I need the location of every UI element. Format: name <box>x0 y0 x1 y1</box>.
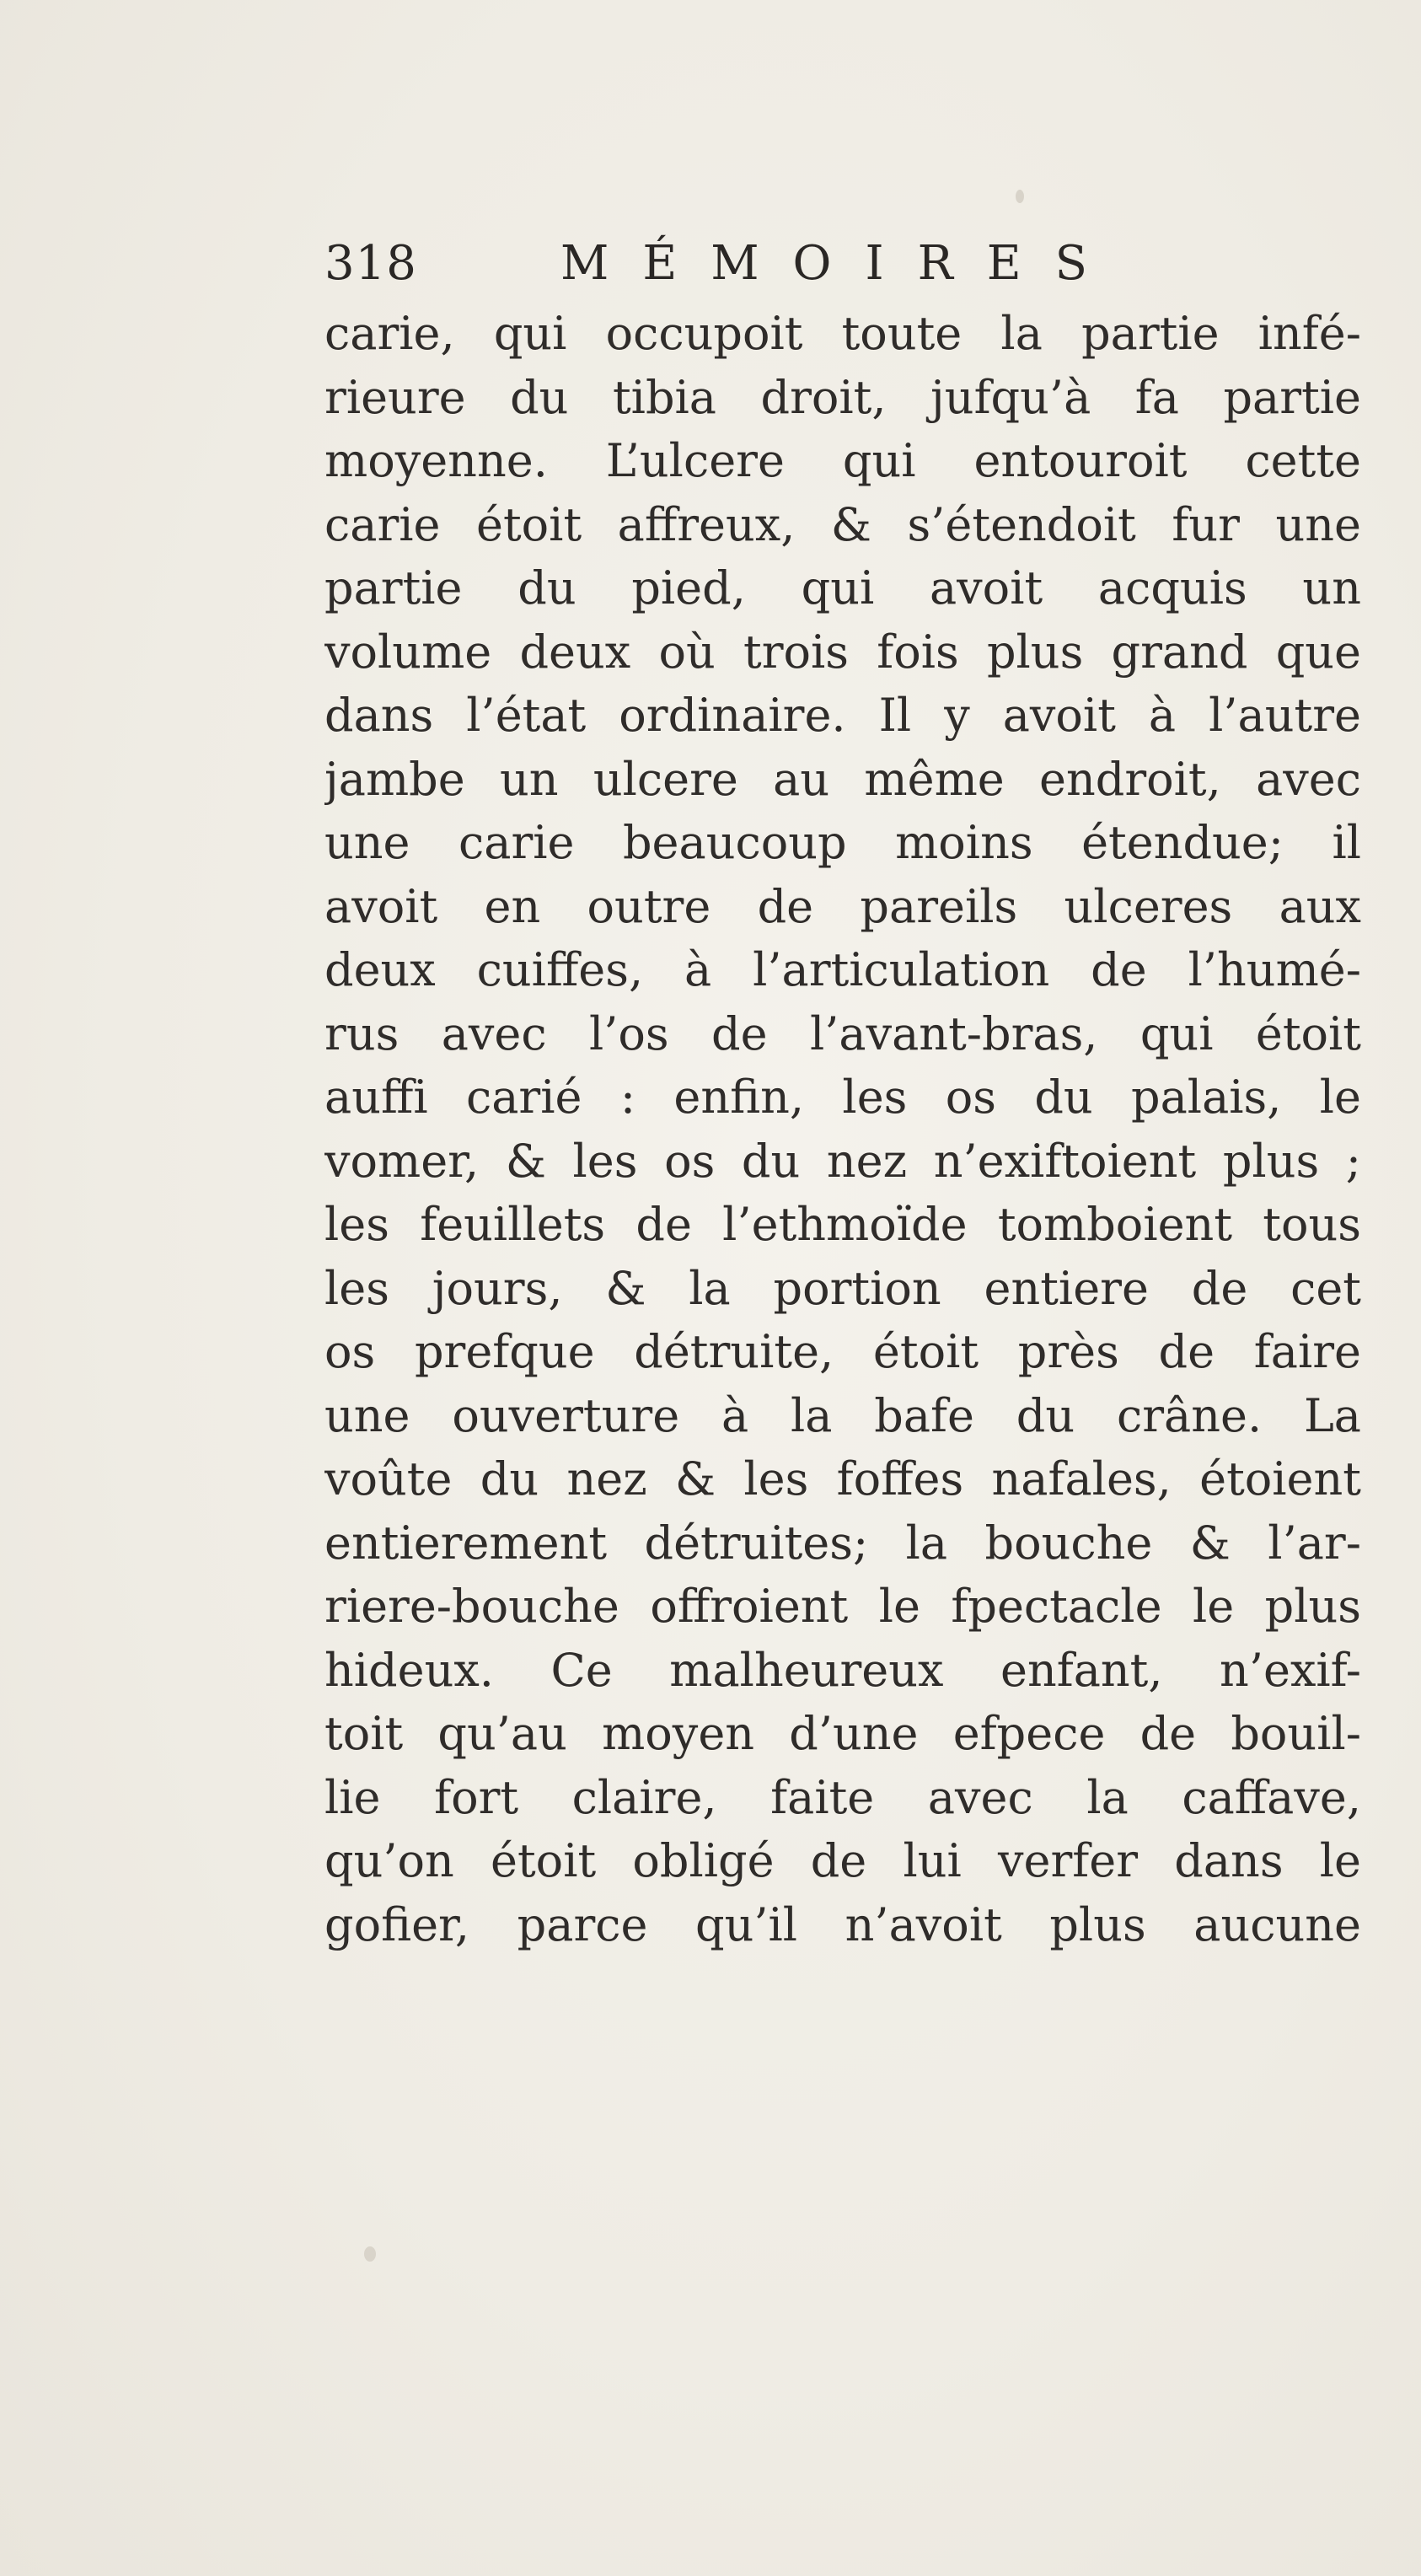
text-line: voûte du nez & les foffes nafales, étoient <box>324 1452 1361 1505</box>
text-line: hideux. Ce malheureux enfant, n’exif- <box>324 1643 1361 1697</box>
text-line: rus avec l’os de l’avant-bras, qui étoit <box>324 1006 1361 1060</box>
text-line: entierement détruites; la bouche & l’ar- <box>324 1516 1361 1570</box>
text-line: riere-bouche offroient le fpectacle le plus <box>324 1580 1361 1633</box>
page-header <box>324 234 1167 293</box>
text-line: jambe un ulcere au même endroit, avec <box>324 752 1361 806</box>
text-line: os prefque détruite, étoit près de faire <box>324 1325 1361 1378</box>
text-line: moyenne. L’ulcere qui entouroit cette <box>324 434 1361 487</box>
body-text <box>324 302 1361 1956</box>
text-line: les feuillets de l’ethmoïde tomboient tous <box>324 1198 1361 1251</box>
text-line: une carie beaucoup moins étendue; il <box>324 816 1361 869</box>
text-line: vomer, & les os du nez n’exiftoient plus ; <box>324 1134 1361 1188</box>
page-number: 318 <box>324 236 417 291</box>
paper-speck <box>364 2246 376 2262</box>
text-line: qu’on étoit obligé de lui verfer dans le <box>324 1834 1361 1887</box>
paper-speck <box>1016 190 1024 203</box>
text-line: les jours, & la portion entiere de cet <box>324 1261 1361 1315</box>
text-line: gofier, parce qu’il n’avoit plus aucune <box>324 1897 1361 1951</box>
text-line: carie, qui occupoit toute la partie infé- <box>324 307 1361 360</box>
text-line: deux cuiffes, à l’articulation de l’humé- <box>324 943 1361 996</box>
text-line: dans l’état ordinaire. Il y avoit à l’autre <box>324 689 1361 742</box>
text-line: toit qu’au moyen d’une efpece de bouil- <box>324 1707 1361 1760</box>
text-line: auffi carié : enfin, les os du palais, le <box>324 1071 1361 1124</box>
text-line: carie étoit affreux, & s’étendoit fur une <box>324 497 1361 551</box>
running-head: MÉMOIRES <box>560 236 1121 291</box>
text-line: lie fort claire, faite avec la caffave, <box>324 1770 1361 1824</box>
text-line: avoit en outre de pareils ulceres aux <box>324 879 1361 933</box>
text-line: une ouverture à la bafe du crâne. La <box>324 1388 1361 1442</box>
text-line: rieure du tibia droit, jufqu’à fa partie <box>324 370 1361 424</box>
text-line: volume deux où trois fois plus grand que <box>324 625 1361 679</box>
text-line: partie du pied, qui avoit acquis un <box>324 561 1361 614</box>
